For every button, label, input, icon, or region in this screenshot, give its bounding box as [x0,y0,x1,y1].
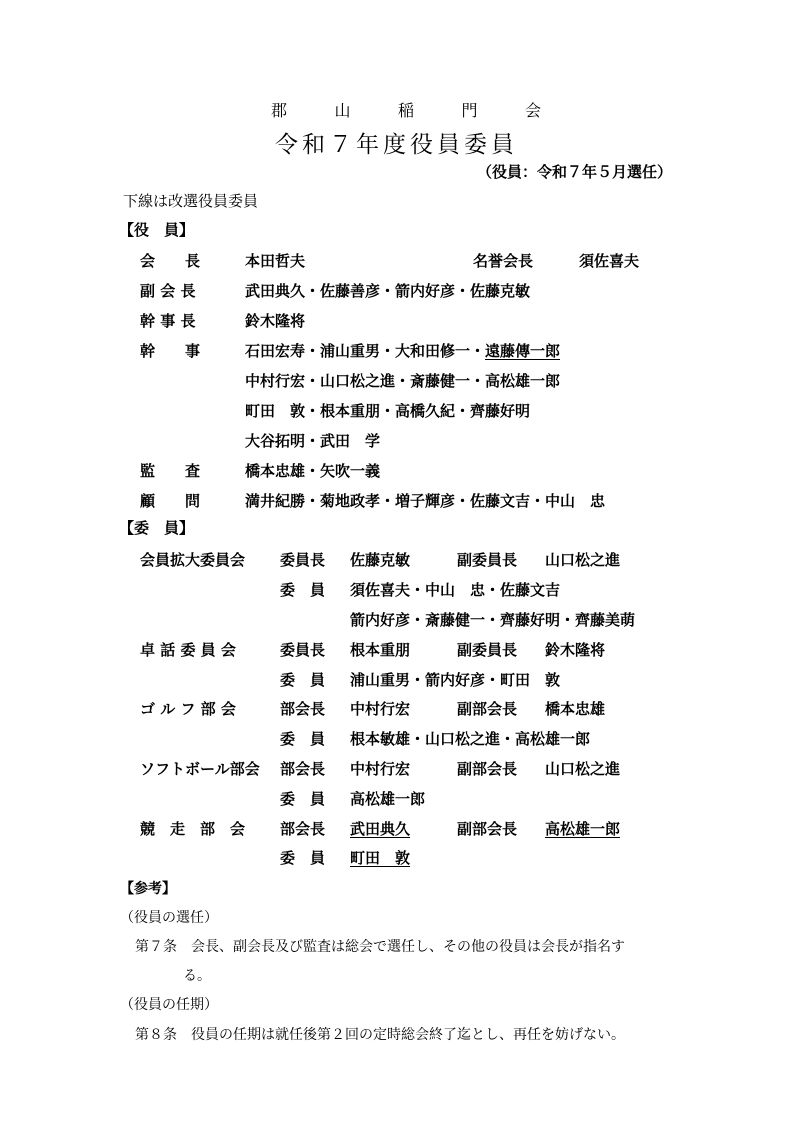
chair-label: 委員長 [280,551,326,569]
vice-chair-label: 副部会長 [457,700,518,718]
secretary-new: 遠藤傳一郎 [485,342,561,360]
chair-label: 部会長 [280,820,326,838]
vice-chair-name: 山口松之進 [545,760,621,778]
members: 須佐喜夫・中山 忠・佐藤文吉 [350,581,561,599]
chair-label: 部会長 [280,700,326,718]
advisor-label: 顧 問 [140,492,201,510]
committee-name: 会員拡大委員会 [140,551,246,569]
org-char: 郡 [271,101,288,120]
secretaries-line [245,340,560,361]
chair-name: 中村行宏 [350,760,411,778]
auditors: 橋本忠雄・矢吹一義 [245,462,381,480]
chair-name: 武田典久 [350,820,411,838]
chair-label: 部会長 [280,760,326,778]
committee-name: ゴ ル フ 部 会 [140,700,236,718]
secretary-label: 幹 事 [140,342,201,360]
vice-chair-name: 鈴木隆将 [545,641,606,659]
organization-name [271,98,541,121]
committees-heading: 【委 員】 [119,519,195,537]
members: 高松雄一郎 [350,790,426,808]
reference-heading: 【参考】 [120,881,176,897]
org-char: 門 [461,101,478,120]
vice-chair-name: 橋本忠雄 [545,700,606,718]
members-label: 委 員 [280,671,326,689]
secretaries-line: 町田 敦・根本重朋・高橋久紀・齊藤好明 [245,402,531,420]
article-7-text: 第７条 会長、副会長及び監査は総会で選任し、その他の役員は会長が指名す [135,939,625,955]
honorary-label: 名誉会長 [473,252,534,270]
honorary-name: 須佐喜夫 [579,252,640,270]
auditor-label: 監 査 [140,462,201,480]
vice-chair-label: 副委員長 [457,551,518,569]
org-char: 山 [334,101,351,120]
underline-note: 下線は改選役員委員 [123,192,259,210]
president-label: 会 長 [140,252,201,270]
vice-chair-name: 山口松之進 [545,551,621,569]
vice-chair-label: 副部会長 [457,760,518,778]
vice-presidents: 武田典久・佐藤善彦・箭内好彦・佐藤克敏 [245,282,531,300]
committee-name: 競 走 部 会 [140,820,246,838]
officers-heading: 【役 員】 [119,221,195,239]
chief-secretary: 鈴木隆将 [245,312,306,330]
committee-name: ソフトボール部会 [140,760,260,778]
article-8-text: 第８条 役員の任期は就任後第２回の定時総会終了迄とし、再任を妨げない。 [135,1027,625,1043]
chief-secretary-label: 幹 事 長 [140,312,196,330]
secretaries-text: 石田宏寿・浦山重男・大和田修一・ [245,342,486,360]
page-title: 令和７年度役員委員 [275,132,518,158]
members: 浦山重男・箭内好彦・町田 敦 [350,671,561,689]
chair-name: 中村行宏 [350,700,411,718]
advisors: 満井紀勝・菊地政孝・増子輝彦・佐藤文吉・中山 忠 [245,492,606,510]
election-note: （役員：令和７年５月選任） [477,163,673,181]
term-article-title: （役員の任期） [120,997,218,1013]
vice-president-label: 副 会 長 [140,282,196,300]
members-label: 委 員 [280,849,326,867]
members-label: 委 員 [280,790,326,808]
secretaries-line: 中村行宏・山口松之進・斎藤健一・高松雄一郎 [245,372,561,390]
election-article-title: （役員の選任） [120,910,218,926]
members: 箭内好彦・斎藤健一・齊藤好明・齊藤美萌 [350,611,636,629]
members-label: 委 員 [280,730,326,748]
vice-chair-label: 副委員長 [457,641,518,659]
org-char: 稲 [397,101,414,120]
members-label: 委 員 [280,581,326,599]
chair-name: 根本重朋 [350,641,411,659]
chair-name: 佐藤克敏 [350,551,411,569]
members: 根本敏雄・山口松之進・高松雄一郎 [350,730,591,748]
article-7-continued: る。 [183,968,211,984]
committee-name: 卓 話 委 員 会 [140,641,236,659]
vice-chair-label: 副部会長 [457,820,518,838]
chair-label: 委員長 [280,641,326,659]
president-name: 本田哲夫 [245,252,306,270]
vice-chair-name: 高松雄一郎 [545,820,621,838]
secretaries-line: 大谷拓明・武田 学 [245,432,381,450]
org-char: 会 [524,101,541,120]
members: 町田 敦 [350,849,411,867]
